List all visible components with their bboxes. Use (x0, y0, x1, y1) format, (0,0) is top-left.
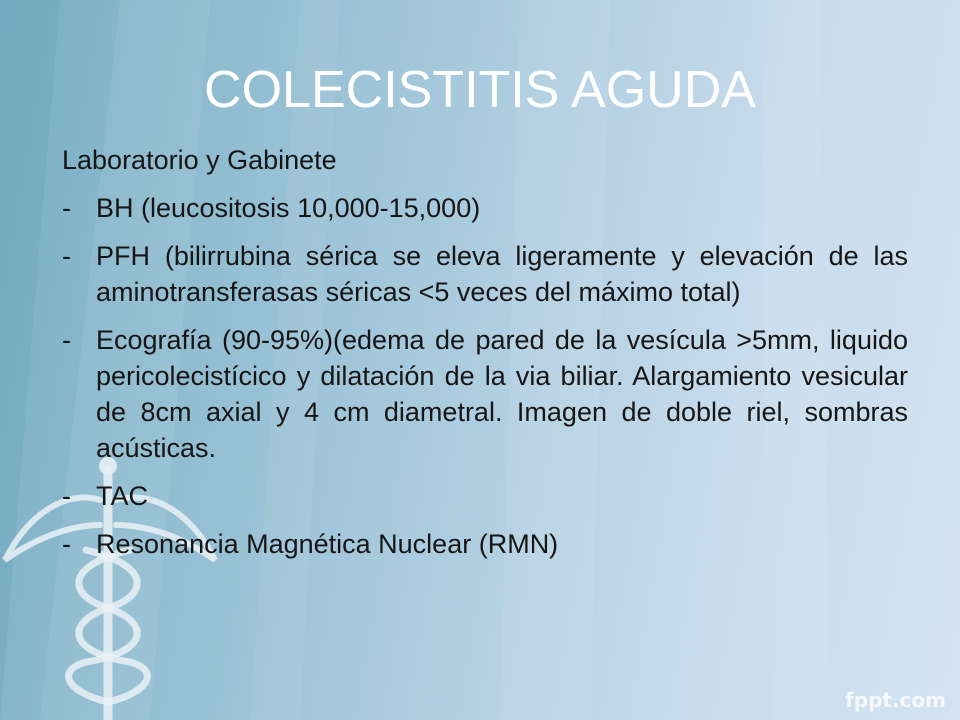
section-heading: Laboratorio y Gabinete (62, 145, 337, 175)
dash-bullet: - (62, 481, 71, 511)
list-item-text: BH (leucositosis 10,000-15,000) (96, 193, 481, 223)
dash-bullet: - (62, 529, 71, 559)
watermark-text: fppt.com (845, 688, 946, 712)
dash-bullet: - (62, 325, 71, 355)
list-item-text: PFH (bilirrubina sérica se eleva ligeramente y elevación de las aminotransferasas séricas <5 veces del máximo total) (96, 241, 908, 307)
list-item-bh (62, 190, 908, 226)
dash-bullet: - (62, 193, 71, 223)
slide-title: COLECISTITIS AGUDA (204, 61, 756, 119)
list-item-pfh (62, 238, 908, 310)
list-item-text: Resonancia Magnética Nuclear (RMN) (96, 529, 559, 559)
list-item-ecografia (62, 322, 908, 466)
list-item-rmn (62, 526, 908, 562)
list-item-tac (62, 478, 908, 514)
list-item-text: TAC (96, 481, 148, 511)
dash-bullet: - (62, 241, 71, 271)
content-body (62, 142, 908, 574)
list-item-text: Ecografía (90-95%)(edema de pared de la vesícula >5mm, liquido pericolecistícico y dilatación de la via biliar. Alargamiento vesicular de 8cm axial y 4 cm diametral. Imagen de doble riel, sombras acústicas. (96, 325, 908, 463)
